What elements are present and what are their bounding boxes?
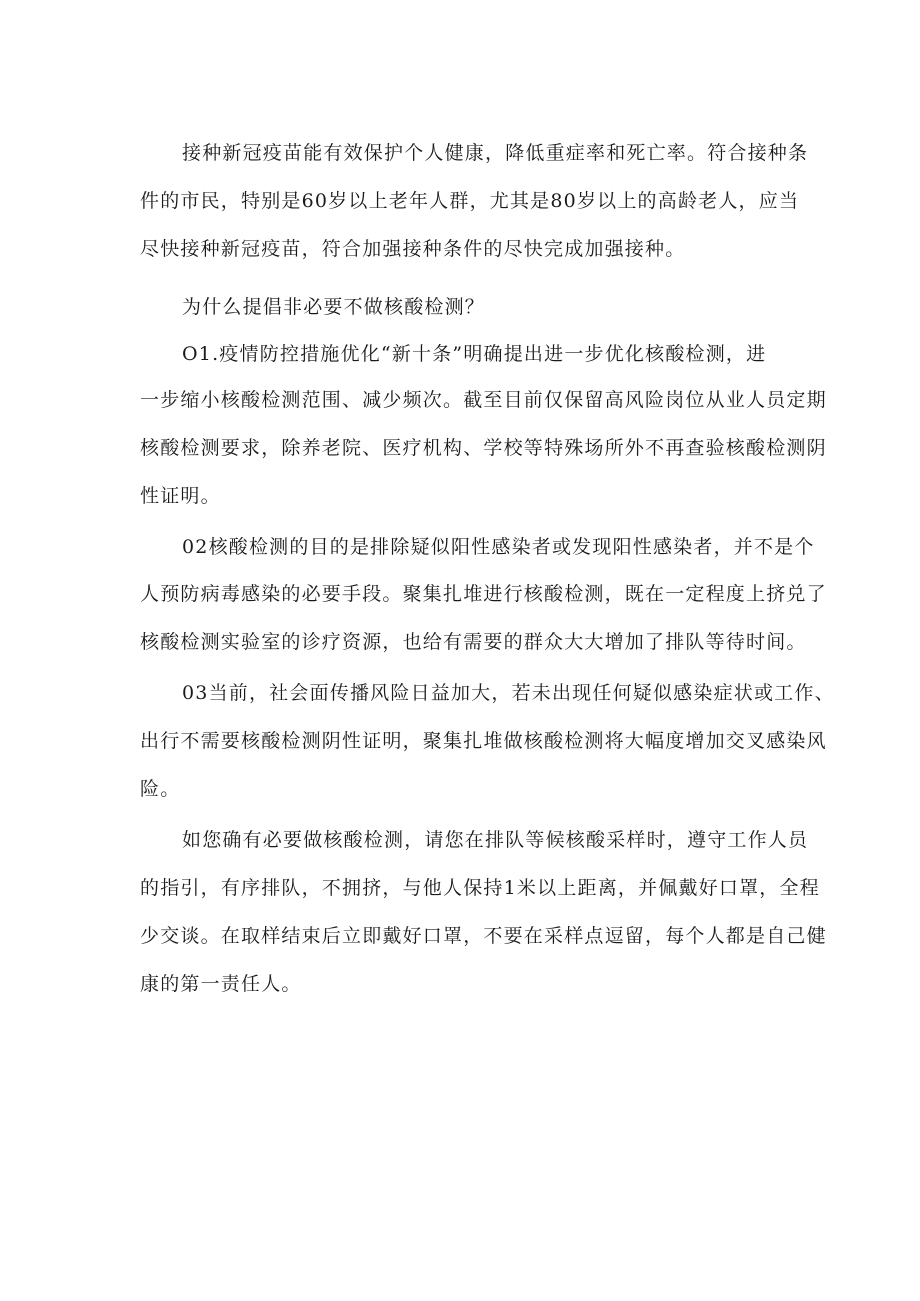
paragraph-6-line-2: 的指引，有序排队，不拥挤，与他人保持1米以上距离，并佩戴好口罩，全程: [140, 877, 820, 899]
paragraph-5-line-3: 险。: [140, 778, 181, 800]
paragraph-5-line-1: 03当前，社会面传播风险日益加大，若未出现任何疑似感染症状或工作、: [182, 682, 835, 704]
paragraph-4-line-2: 人预防病毒感染的必要手段。聚集扎堆进行核酸检测，既在一定程度上挤兑了: [140, 583, 827, 605]
paragraph-1-line-2: 件的市民，特别是60岁以上老年人群，尤其是80岁以上的高龄老人，应当: [140, 190, 800, 212]
question-heading: 为什么提倡非必要不做核酸检测？: [182, 296, 486, 318]
paragraph-3-line-1: O1.疫情防控措施优化“新十条”明确提出进一步优化核酸检测，进: [182, 343, 767, 365]
paragraph-3-line-3: 核酸检测要求，除养老院、医疗机构、学校等特殊场所外不再查验核酸检测阴: [140, 437, 827, 459]
paragraph-5-line-2: 出行不需要核酸检测阴性证明，聚集扎堆做核酸检测将大幅度增加交叉感染风: [140, 730, 827, 752]
paragraph-6-line-4: 康的第一责任人。: [140, 973, 302, 995]
paragraph-1-line-1: 接种新冠疫苗能有效保护个人健康，降低重症率和死亡率。符合接种条: [182, 142, 809, 164]
paragraph-4-line-1: 02核酸检测的目的是排除疑似阳性感染者或发现阳性感染者，并不是个: [182, 536, 815, 558]
paragraph-3-line-2: 一步缩小核酸检测范围、减少频次。截至目前仅保留高风险岗位从业人员定期: [140, 389, 827, 411]
paragraph-3-line-4: 性证明。: [140, 485, 221, 507]
paragraph-6-line-3: 少交谈。在取样结束后立即戴好口罩，不要在采样点逗留，每个人都是自己健: [140, 925, 827, 947]
paragraph-4-line-3: 核酸检测实验室的诊疗资源，也给有需要的群众大大增加了排队等待时间。: [140, 631, 807, 653]
paragraph-6-line-1: 如您确有必要做核酸检测，请您在排队等候核酸采样时，遵守工作人员: [182, 829, 809, 851]
paragraph-1-line-3: 尽快接种新冠疫苗，符合加强接种条件的尽快完成加强接种。: [140, 238, 686, 260]
